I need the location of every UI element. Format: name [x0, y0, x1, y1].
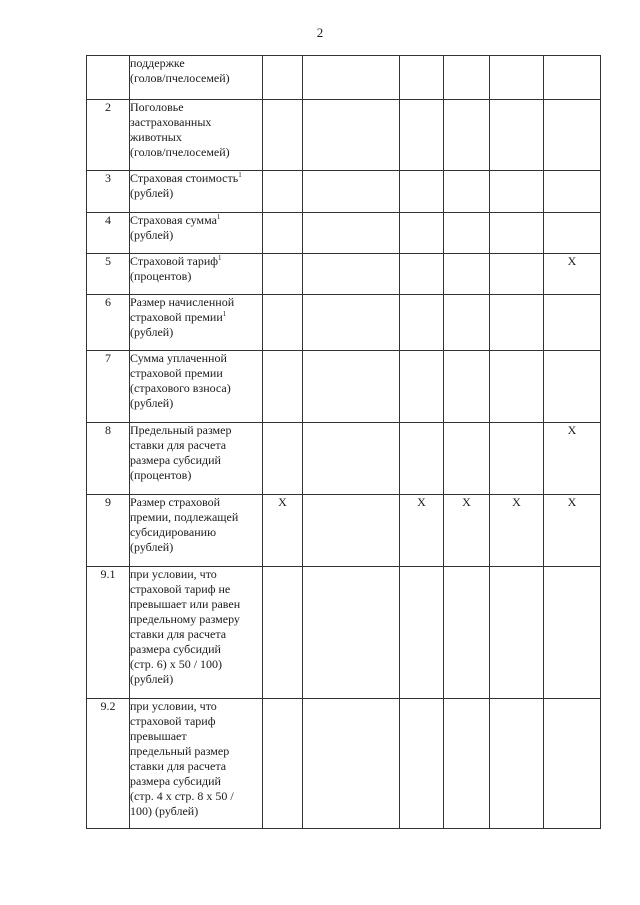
table-row [87, 213, 601, 254]
row-label-line: ставки для расчета [130, 438, 227, 452]
row-label-line: при условии, что [130, 567, 217, 581]
value-cell [303, 56, 400, 100]
value-cell [263, 567, 303, 699]
row-label-line: (страхового взноса) [130, 381, 231, 395]
value-cell [444, 295, 490, 351]
value-cell [263, 171, 303, 213]
row-label [130, 213, 263, 254]
table-row [87, 254, 601, 295]
row-number: 7 [87, 351, 130, 423]
row-label-line: (стр. 4 x стр. 8 x 50 / [130, 789, 234, 803]
table-row [87, 495, 601, 567]
row-label-line: поддержке [130, 56, 185, 70]
table-row [87, 295, 601, 351]
row-label-line: размера субсидий [130, 774, 221, 788]
value-cell [444, 423, 490, 495]
table-row [87, 567, 601, 699]
row-label [130, 567, 263, 699]
value-cell [263, 423, 303, 495]
row-label [130, 295, 263, 351]
value-cell [490, 567, 544, 699]
value-cell: X [544, 495, 601, 567]
value-cell [400, 171, 444, 213]
value-cell [303, 254, 400, 295]
value-cell [444, 56, 490, 100]
row-label-line: субсидированию [130, 525, 217, 539]
row-label-line: (рублей) [130, 672, 174, 686]
row-label-line: (рублей) [130, 325, 174, 339]
row-number: 2 [87, 100, 130, 171]
value-cell [544, 351, 601, 423]
value-cell [303, 351, 400, 423]
row-number: 9 [87, 495, 130, 567]
value-cell [444, 100, 490, 171]
value-cell [490, 423, 544, 495]
value-cell [400, 567, 444, 699]
data-table [86, 55, 601, 829]
row-label-line: страховой премии$^1$ [130, 310, 227, 324]
value-cell [444, 213, 490, 254]
row-label-line: страховой тариф [130, 714, 216, 728]
value-cell [263, 699, 303, 829]
row-label-line: (голов/пчелосемей) [130, 71, 230, 85]
row-label-line: Предельный размер [130, 423, 232, 437]
row-label-line: (голов/пчелосемей) [130, 145, 230, 159]
row-label-line: размера субсидий [130, 642, 221, 656]
value-cell [400, 699, 444, 829]
row-number [87, 56, 130, 100]
value-cell: X [490, 495, 544, 567]
value-cell [263, 100, 303, 171]
value-cell [490, 351, 544, 423]
row-number: 5 [87, 254, 130, 295]
value-cell [544, 295, 601, 351]
value-cell [544, 171, 601, 213]
row-number: 6 [87, 295, 130, 351]
value-cell [263, 56, 303, 100]
value-cell [444, 567, 490, 699]
row-number: 8 [87, 423, 130, 495]
table-row [87, 351, 601, 423]
value-cell: X [544, 423, 601, 495]
table-row [87, 171, 601, 213]
row-label-line: (процентов) [130, 468, 192, 482]
value-cell [263, 295, 303, 351]
value-cell [544, 699, 601, 829]
value-cell [490, 295, 544, 351]
value-cell: X [544, 254, 601, 295]
row-label-line: страховой тариф не [130, 582, 231, 596]
row-label-line: при условии, что [130, 699, 217, 713]
page-number: 2 [316, 25, 324, 40]
row-label [130, 56, 263, 100]
value-cell: X [444, 495, 490, 567]
row-label-line: (рублей) [130, 186, 174, 200]
value-cell [444, 699, 490, 829]
value-cell [303, 495, 400, 567]
table-row [87, 699, 601, 829]
value-cell [490, 56, 544, 100]
value-cell [444, 171, 490, 213]
row-label-line: (рублей) [130, 396, 174, 410]
value-cell [303, 295, 400, 351]
value-cell [400, 213, 444, 254]
value-cell: X [263, 495, 303, 567]
value-cell [400, 100, 444, 171]
row-label-line: превышает или равен [130, 597, 241, 611]
row-label-line: Поголовье [130, 100, 184, 114]
footnote-marker: 1 [222, 310, 227, 318]
value-cell [303, 100, 400, 171]
row-label [130, 495, 263, 567]
row-label-line: превышает [130, 729, 187, 743]
row-label [130, 351, 263, 423]
row-label [130, 699, 263, 829]
row-label-line: ставки для расчета [130, 759, 227, 773]
table-row [87, 56, 601, 100]
row-label-line: предельному размеру [130, 612, 240, 626]
value-cell [303, 213, 400, 254]
row-label-line: предельный размер [130, 744, 230, 758]
value-cell [490, 171, 544, 213]
row-label [130, 100, 263, 171]
table-row [87, 100, 601, 171]
row-label-line: страховой премии [130, 366, 223, 380]
row-label-line: Сумма уплаченной [130, 351, 227, 365]
value-cell [444, 254, 490, 295]
row-number: 4 [87, 213, 130, 254]
value-cell [400, 423, 444, 495]
row-number: 9.2 [87, 699, 130, 829]
row-label-line: животных [130, 130, 182, 144]
value-cell [490, 699, 544, 829]
value-cell [400, 295, 444, 351]
row-label [130, 254, 263, 295]
table-row [87, 423, 601, 495]
footnote-marker: 1 [238, 171, 242, 179]
value-cell [263, 213, 303, 254]
value-cell [263, 254, 303, 295]
value-cell [263, 351, 303, 423]
value-cell: X [400, 495, 444, 567]
row-label-line: ставки для расчета [130, 627, 227, 641]
row-label-line: Страховая стоимость$^1$ [130, 171, 242, 185]
row-label-line: Размер начисленной [130, 295, 235, 309]
value-cell [303, 567, 400, 699]
row-label [130, 171, 263, 213]
footnote-marker: 1 [218, 254, 222, 262]
row-label-line: (рублей) [130, 228, 174, 242]
row-label-line: (стр. 6) x 50 / 100) [130, 657, 223, 671]
row-label-line: (рублей) [130, 540, 174, 554]
value-cell [490, 213, 544, 254]
value-cell [544, 213, 601, 254]
value-cell [490, 254, 544, 295]
footnote-marker: 1 [216, 213, 221, 221]
row-label-line: 100) (рублей) [130, 804, 199, 818]
row-label-line: размера субсидий [130, 453, 221, 467]
value-cell [444, 351, 490, 423]
row-label-line: Страховой тариф$^1$ [130, 254, 222, 268]
row-label [130, 423, 263, 495]
row-label-line: Размер страховой [130, 495, 221, 509]
value-cell [400, 351, 444, 423]
row-label-line: Страховая сумма$^1$ [130, 213, 221, 227]
value-cell [544, 567, 601, 699]
value-cell [544, 56, 601, 100]
value-cell [303, 699, 400, 829]
row-label-line: (процентов) [130, 269, 192, 283]
row-number: 9.1 [87, 567, 130, 699]
value-cell [544, 100, 601, 171]
value-cell [400, 254, 444, 295]
value-cell [303, 423, 400, 495]
value-cell [400, 56, 444, 100]
row-number: 3 [87, 171, 130, 213]
value-cell [490, 100, 544, 171]
row-label-line: застрахованных [130, 115, 212, 129]
row-label-line: премии, подлежащей [130, 510, 239, 524]
value-cell [303, 171, 400, 213]
